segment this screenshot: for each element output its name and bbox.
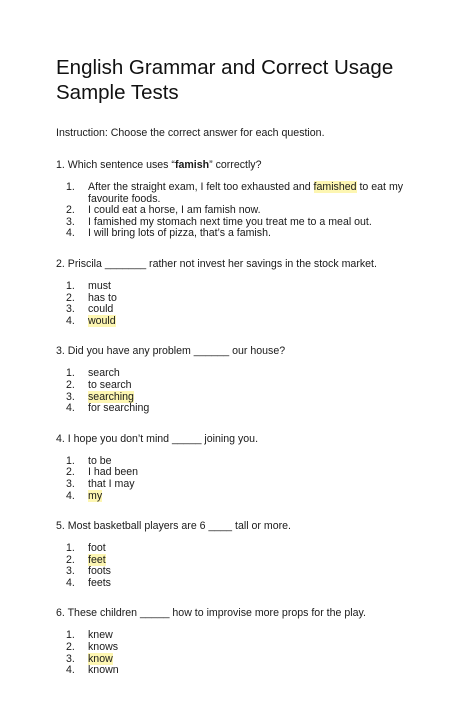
question-6-stem: 6. These children _____ how to improvise more props for the play.	[56, 607, 366, 620]
document-title	[56, 55, 434, 105]
option-number: 2.	[66, 291, 75, 304]
option-text: must	[88, 279, 111, 292]
option-number: 1.	[66, 181, 75, 193]
option-text-part: After the straight exam, I felt too exhausted and	[88, 181, 314, 193]
option-number: 4.	[66, 314, 75, 327]
option-text: foots	[88, 565, 111, 578]
option-number: 3.	[66, 303, 75, 316]
option-number: 1.	[66, 279, 75, 292]
question-1-stem	[56, 159, 434, 172]
title-line-2: Sample Tests	[56, 81, 179, 104]
question-2-option-4	[56, 316, 434, 328]
option-text: knows	[88, 641, 119, 654]
option-number: 1.	[66, 454, 75, 467]
option-number: 1.	[66, 629, 75, 642]
question-2-stem: 2. Priscila _______ rather not invest her savings in the stock market.	[56, 257, 377, 270]
option-text: I famished my stomach next time you treat me to a meal out.	[88, 215, 372, 228]
option-number: 4.	[66, 576, 75, 589]
question-5-option-3	[56, 566, 434, 578]
highlighted-answer: my	[88, 489, 103, 502]
option-text: to be	[88, 454, 112, 467]
option-number: 1.	[66, 542, 75, 555]
option-number: 1.	[66, 367, 75, 380]
question-5-options	[56, 543, 434, 589]
option-text: could	[88, 303, 114, 316]
option-number: 2.	[66, 204, 75, 217]
option-text: I could eat a horse, I am famish now.	[88, 204, 261, 217]
option-text: has to	[88, 291, 117, 304]
question-5-option-4	[56, 578, 434, 590]
option-number: 3.	[66, 477, 75, 490]
instruction-text: Instruction: Choose the correct answer for each question.	[56, 127, 325, 139]
option-text-part: to eat my favourite foods.	[88, 181, 404, 205]
question-6-option-4	[56, 665, 434, 677]
option-text	[88, 182, 434, 205]
option-text: knew	[88, 629, 113, 642]
question-1	[56, 159, 434, 240]
question-1-option-4	[56, 228, 434, 240]
question-4	[56, 433, 434, 502]
question-4-option-4	[56, 491, 434, 503]
highlighted-answer: searching	[88, 390, 134, 403]
option-text: for searching	[88, 402, 150, 415]
option-number: 2.	[66, 466, 75, 479]
question-2-options	[56, 281, 434, 327]
option-number: 3.	[66, 652, 75, 665]
question-5-option-1	[56, 543, 434, 555]
question-4-stem: 4. I hope you don’t mind _____ joining you.	[56, 432, 259, 445]
question-3-option-4	[56, 403, 434, 415]
question-3-stem: 3. Did you have any problem ______ our house?	[56, 345, 286, 358]
question-5-stem: 5. Most basketball players are 6 ____ tall or more.	[56, 520, 291, 533]
question-4-option-3	[56, 479, 434, 491]
option-number: 3.	[66, 565, 75, 578]
option-text: feets	[88, 576, 111, 589]
question-6-options	[56, 630, 434, 676]
option-text: to search	[88, 378, 132, 391]
question-5-option-2	[56, 555, 434, 567]
option-text: search	[88, 367, 120, 380]
question-1-option-1	[56, 182, 434, 205]
option-text: foot	[88, 542, 106, 555]
question-5	[56, 520, 434, 589]
option-text: known	[88, 664, 119, 677]
option-number: 3.	[66, 390, 75, 403]
option-number: 4.	[66, 227, 75, 240]
question-1-keyword: famish	[174, 159, 210, 171]
question-1-stem-prefix: 1. Which sentence uses “	[56, 159, 175, 171]
option-text: I had been	[88, 466, 139, 479]
option-number: 2.	[66, 641, 75, 654]
highlighted-answer: know	[88, 652, 113, 665]
question-2-option-3	[56, 304, 434, 316]
question-3	[56, 345, 434, 414]
option-text: I will bring lots of pizza, that’s a famish.	[88, 227, 271, 240]
option-number: 4.	[66, 489, 75, 502]
question-1-stem-suffix: ” correctly?	[209, 159, 262, 171]
option-number: 3.	[66, 215, 75, 228]
question-3-options	[56, 368, 434, 414]
question-3-option-2	[56, 380, 434, 392]
highlighted-answer: feet	[88, 553, 106, 566]
option-number: 2.	[66, 378, 75, 391]
option-number: 4.	[66, 664, 75, 677]
question-4-options	[56, 456, 434, 502]
option-number: 4.	[66, 402, 75, 415]
question-1-options	[56, 182, 434, 240]
option-text: that I may	[88, 477, 135, 490]
highlighted-answer: would	[88, 314, 116, 327]
question-6-option-2	[56, 642, 434, 654]
title-line-1: English Grammar and Correct Usage	[56, 56, 394, 79]
highlighted-answer: famished	[313, 181, 357, 193]
option-number: 2.	[66, 553, 75, 566]
question-2	[56, 258, 434, 327]
question-6	[56, 607, 434, 676]
